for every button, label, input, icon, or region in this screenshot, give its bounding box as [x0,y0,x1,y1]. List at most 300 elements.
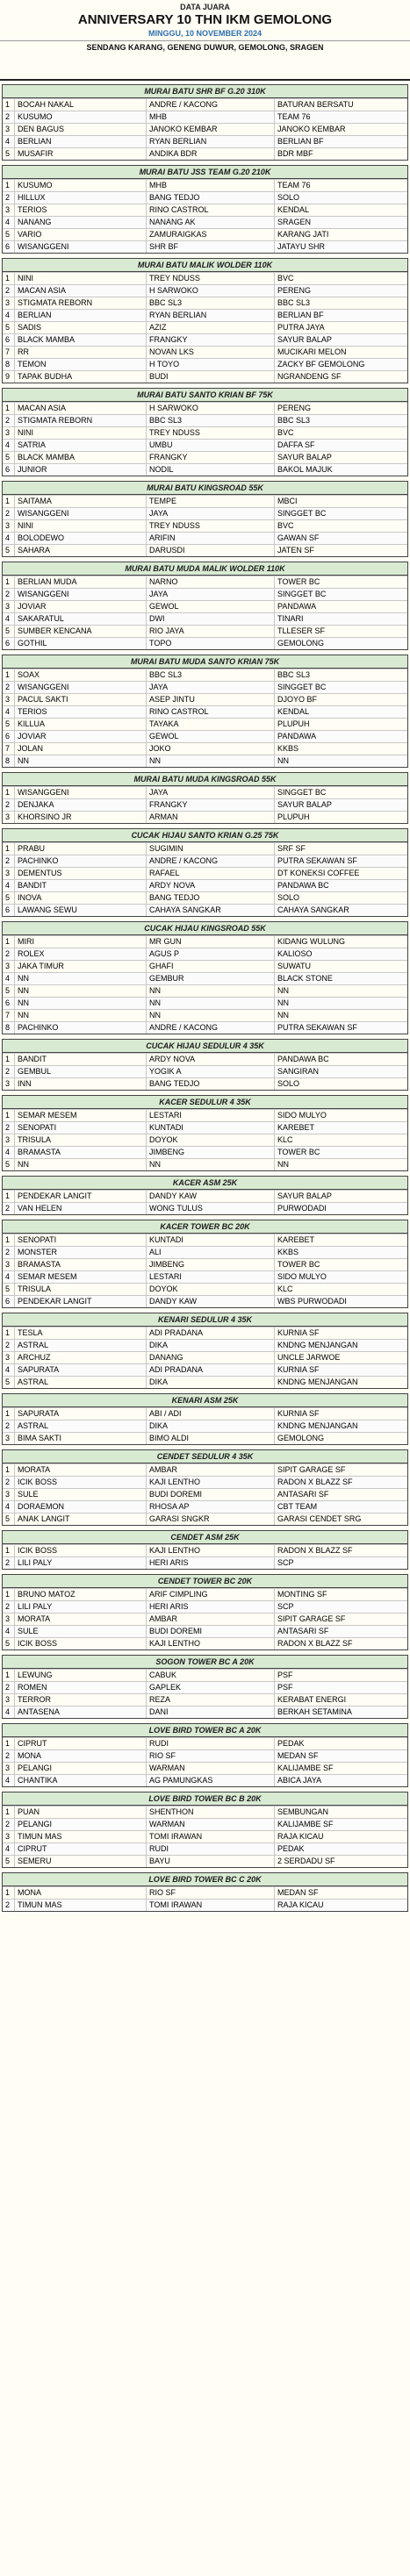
rank-cell: 3 [3,1078,15,1090]
owner-cell: ALI [147,1247,275,1258]
bird-name-cell: LEWUNG [15,1670,147,1681]
event-title: ANNIVERSARY 10 THN IKM GEMOLONG [77,12,333,27]
bird-name-cell: ANAK LANGIT [15,1513,147,1525]
bird-name-cell: NN [15,1159,147,1170]
rank-cell: 1 [3,180,15,191]
team-cell: TOWER BC [277,1260,320,1269]
winner-row [3,147,407,160]
owner-cell: DOYOK [147,1284,275,1295]
bird-name-cell: STIGMATA REBORN [15,415,147,426]
team-cell: CBT TEAM [277,1502,318,1511]
winner-row [3,669,407,681]
rank-cell: 3 [3,1614,15,1625]
owner-cell: ASEP JINTU [147,694,275,705]
owner-cell: BANG TEDJO [147,892,275,904]
bird-name-cell: ICIK BOSS [15,1545,147,1556]
bird-name-cell: NN [15,1010,147,1021]
team-cell: NGRANDENG SF [277,372,342,381]
team-cell: KKBS [277,744,299,753]
owner-cell: GHAFI [147,961,275,972]
team-cell: SOLO [277,893,300,902]
rank-cell: 1 [3,1589,15,1600]
rank-cell: 2 [3,415,15,426]
bird-name-cell: INN [15,1078,147,1090]
owner-cell: JIMBENG [147,1259,275,1270]
owner-cell: BANG TEDJO [147,192,275,204]
rank-cell: 1 [3,1327,15,1339]
winner-row [3,625,407,637]
team-cell: GEMOLONG [277,639,325,648]
rank-cell: 6 [3,241,15,253]
owner-cell: NANANG AK [147,217,275,228]
owner-cell: CAHAYA SANGKAR [147,905,275,916]
rank-cell: 1 [3,1464,15,1476]
owner-cell: KAJI LENTHO [147,1545,275,1556]
bird-name-cell: SENOPATI [15,1122,147,1134]
team-cell: MEDAN SF [277,1888,319,1897]
category-title: MURAI BATU JSS TEAM G.20 210K [3,166,407,179]
owner-cell: BIMO ALDI [147,1433,275,1444]
rank-cell: 4 [3,880,15,891]
team-cell: SIDO MULYO [277,1272,327,1281]
winner-row [3,495,407,507]
team-cell: BBC SL3 [277,416,311,425]
bird-name-cell: CHANTIKA [15,1775,147,1786]
winner-row [3,612,407,625]
bird-name-cell: PENDEKAR LANGIT [15,1296,147,1307]
bird-name-cell: DEMENTUS [15,868,147,879]
owner-cell: DIKA [147,1420,275,1432]
category-title: CENDET TOWER BC 20K [3,1575,407,1588]
rank-cell: 2 [3,1900,15,1911]
winner-row [3,637,407,649]
team-cell: KNDNG MENJANGAN [277,1377,358,1386]
bird-name-cell: NINI [15,427,147,439]
rank-cell: 6 [3,1296,15,1307]
bird-name-cell: NINI [15,273,147,284]
winner-row [3,439,407,451]
rank-cell: 2 [3,1682,15,1693]
owner-cell: AGUS P [147,948,275,960]
owner-cell: NN [147,998,275,1009]
bird-name-cell: JOVIAR [15,601,147,612]
team-cell: SRF SF [277,844,306,853]
team-cell: NN [277,1011,289,1020]
bird-name-cell: PELANGI [15,1819,147,1830]
team-cell: PEDAK [277,1844,305,1853]
owner-cell: ARIF CIMPLING [147,1589,275,1600]
rank-cell: 5 [3,229,15,240]
category-title: LOVE BIRD TOWER BC C 20K [3,1873,407,1886]
bird-name-cell: HILLUX [15,192,147,204]
winner-row [3,891,407,904]
bird-name-cell: SENOPATI [15,1234,147,1246]
rank-cell: 1 [3,1054,15,1065]
winner-row [3,1053,407,1065]
bird-name-cell: ICIK BOSS [15,1638,147,1649]
winner-row [3,742,407,755]
bird-name-cell: KILLUA [15,719,147,730]
rank-cell: 4 [3,533,15,544]
bird-name-cell: ASTRAL [15,1420,147,1432]
owner-cell: FRANGKY [147,799,275,811]
category-block [2,1872,408,1912]
winner-row [3,1488,407,1500]
rank-cell: 1 [3,1408,15,1420]
category-block [2,772,408,824]
bird-name-cell: TERIOS [15,706,147,718]
team-cell: MONTING SF [277,1590,327,1599]
category-block [2,1095,408,1171]
team-cell: TEAM 76 [277,181,311,190]
rank-cell: 1 [3,496,15,507]
rank-cell: 8 [3,755,15,767]
rank-cell: 1 [3,576,15,588]
category-block [2,1313,408,1389]
team-cell: KIDANG WULUNG [277,937,346,946]
team-cell: SAYUR BALAP [277,453,332,462]
winner-row [3,1500,407,1513]
rank-cell: 2 [3,1750,15,1762]
rank-cell: 6 [3,731,15,742]
bird-name-cell: INOVA [15,892,147,904]
bird-name-cell: WISANGGENI [15,682,147,693]
winner-row [3,1637,407,1649]
winner-row [3,519,407,532]
rank-cell: 2 [3,1066,15,1077]
team-cell: NN [277,998,289,1007]
owner-cell: DANDY KAW [147,1296,275,1307]
rank-cell: 7 [3,1010,15,1021]
category-title: MURAI BATU SHR BF G.20 310K [3,85,407,98]
category-block [2,921,408,1034]
category-title: MURAI BATU MALIK WOLDER 110K [3,259,407,272]
rank-cell: 5 [3,1638,15,1649]
category-block [2,1220,408,1308]
bird-name-cell: SUMBER KENCANA [15,626,147,637]
owner-cell: AMBAR [147,1614,275,1625]
winner-row [3,1774,407,1786]
rank-cell: 1 [3,1887,15,1899]
owner-cell: RINO CASTROL [147,706,275,718]
team-cell: ABICA JAYA [277,1776,322,1785]
winner-row [3,1158,407,1170]
bird-name-cell: SAITAMA [15,496,147,507]
owner-cell: JAYA [147,508,275,519]
owner-cell: SUGIMIN [147,843,275,855]
owner-cell: ANDRE / KACONG [147,855,275,867]
team-cell: SIPIT GARAGE SF [277,1465,346,1474]
owner-cell: LESTARI [147,1271,275,1283]
bird-name-cell: LILI PALY [15,1557,147,1569]
owner-cell: WONG TULUS [147,1203,275,1214]
winner-row [3,588,407,600]
team-cell: KNDNG MENJANGAN [277,1341,358,1349]
rank-cell: 3 [3,124,15,135]
winner-row [3,1818,407,1830]
winner-row [3,1021,407,1034]
winner-row [3,842,407,855]
category-title: CUCAK HIJAU SEDULUR 4 35K [3,1040,407,1053]
team-cell: NN [277,1160,289,1169]
rank-cell: 5 [3,452,15,463]
winner-row [3,1693,407,1706]
team-cell: PLUPUH [277,812,310,821]
winner-row [3,1351,407,1363]
team-cell: PUTRA JAYA [277,323,325,332]
winner-row [3,1613,407,1625]
rank-cell: 3 [3,601,15,612]
team-cell: ANTASARI SF [277,1627,329,1635]
winner-row [3,111,407,123]
bird-name-cell: JAKA TIMUR [15,961,147,972]
rank-cell: 1 [3,787,15,798]
owner-cell: MHB [147,180,275,191]
winner-row [3,1886,407,1899]
owner-cell: NN [147,985,275,997]
bird-name-cell: PENDEKAR LANGIT [15,1191,147,1202]
winner-row [3,960,407,972]
winner-row [3,1134,407,1146]
bird-name-cell: TRISULA [15,1284,147,1295]
owner-cell: DANI [147,1707,275,1718]
bird-name-cell: LILI PALY [15,1601,147,1613]
winner-row [3,984,407,997]
bird-name-cell: SULE [15,1626,147,1637]
rank-cell: 3 [3,1694,15,1706]
owner-cell: JIMBENG [147,1147,275,1158]
team-cell: KENDAL [277,205,310,214]
team-cell: BERLIAN BF [277,137,324,146]
team-cell: ZACKY BF GEMOLONG [277,360,365,369]
winner-row [3,297,407,309]
category-title: MURAI BATU MUDA SANTO KRIAN 75K [3,655,407,669]
owner-cell: H SARWOKO [147,285,275,297]
winner-row [3,705,407,718]
event-location: SENDANG KARANG, GENENG DUWUR, GEMOLONG, SRAGEN [0,40,410,52]
winner-row [3,240,407,253]
owner-cell: ARMAN [147,812,275,823]
team-cell: MUCIKARI MELON [277,347,347,356]
rank-cell: 7 [3,743,15,755]
bird-name-cell: BANDIT [15,1054,147,1065]
winner-row [3,1283,407,1295]
winner-row [3,204,407,216]
winner-row [3,1258,407,1270]
owner-cell: MHB [147,111,275,123]
rank-cell: 5 [3,626,15,637]
team-cell: JANOKO KEMBAR [277,125,346,133]
rank-cell: 3 [3,1134,15,1146]
category-block [2,481,408,557]
rank-cell: 6 [3,464,15,476]
team-cell: SINGGET BC [277,590,327,598]
team-cell: DT KONEKSI COFFEE [277,869,360,877]
bird-name-cell: KUSUMO [15,180,147,191]
bird-name-cell: NN [15,985,147,997]
owner-cell: KUNTADI [147,1122,275,1134]
winner-row [3,463,407,476]
winner-row [3,1190,407,1202]
team-cell: SAYUR BALAP [277,1191,332,1200]
category-block [2,165,408,254]
team-cell: SAYUR BALAP [277,335,332,344]
rank-cell: 2 [3,682,15,693]
team-cell: KALIJAMBE SF [277,1764,334,1772]
bird-name-cell: MORATA [15,1614,147,1625]
rank-cell: 2 [3,285,15,297]
team-cell: SEMBUNGAN [277,1807,329,1816]
rank-cell: 2 [3,1340,15,1351]
team-cell: BBC SL3 [277,298,311,307]
owner-cell: TAYAKA [147,719,275,730]
owner-cell: JANOKO KEMBAR [147,124,275,135]
owner-cell: TOMI IRAWAN [147,1900,275,1911]
owner-cell: KUNTADI [147,1234,275,1246]
winner-row [3,576,407,588]
category-title: MURAI BATU SANTO KRIAN BF 75K [3,389,407,402]
team-cell: BATURAN BERSATU [277,100,354,109]
winner-row [3,718,407,730]
rank-cell: 4 [3,973,15,984]
rank-cell: 2 [3,855,15,867]
rank-cell: 1 [3,273,15,284]
team-cell: BVC [277,428,294,437]
category-title: LOVE BIRD TOWER BC B 20K [3,1792,407,1806]
bird-name-cell: SEMAR MESEM [15,1110,147,1121]
team-cell: RAJA KICAU [277,1900,324,1909]
team-cell: ANTASARI SF [277,1490,329,1499]
winner-row [3,1600,407,1613]
rank-cell: 4 [3,310,15,321]
category-title: LOVE BIRD TOWER BC A 20K [3,1724,407,1737]
owner-cell: BUDI DOREMI [147,1626,275,1637]
bird-name-cell: CIPRUT [15,1738,147,1750]
winner-row [3,426,407,439]
rank-cell: 2 [3,1819,15,1830]
rank-cell: 2 [3,1247,15,1258]
owner-cell: BUDI [147,371,275,383]
bird-name-cell: BERLIAN [15,310,147,321]
rank-cell: 9 [3,371,15,383]
winner-row [3,1843,407,1855]
winner-row [3,1706,407,1718]
bird-name-cell: WISANGGENI [15,241,147,253]
winner-row [3,1065,407,1077]
bird-name-cell: PACHINKO [15,855,147,867]
winner-row [3,1121,407,1134]
rank-cell: 1 [3,1234,15,1246]
team-cell: MEDAN SF [277,1751,319,1760]
bird-name-cell: PELANGI [15,1763,147,1774]
winner-row [3,1681,407,1693]
rank-cell: 4 [3,1271,15,1283]
rank-cell: 5 [3,719,15,730]
rank-cell: 2 [3,799,15,811]
bird-name-cell: BRAMASTA [15,1259,147,1270]
owner-cell: BAYU [147,1856,275,1867]
category-title: CENDET ASM 25K [3,1531,407,1544]
winner-row [3,1376,407,1388]
team-cell: KURNIA SF [277,1365,320,1374]
bird-name-cell: SOAX [15,669,147,681]
team-cell: NN [277,756,289,765]
team-cell: SAYUR BALAP [277,800,332,809]
team-cell: PUTRA SEKAWAN SF [277,856,357,865]
team-cell: GEMOLONG [277,1434,325,1442]
bird-name-cell: ICIK BOSS [15,1477,147,1488]
rank-cell: 2 [3,1420,15,1432]
rank-cell: 4 [3,1707,15,1718]
category-title: KENARI ASM 25K [3,1394,407,1407]
rank-cell: 4 [3,613,15,625]
category-title: KACER ASM 25K [3,1177,407,1190]
rank-cell: 1 [3,936,15,948]
team-cell: PEDAK [277,1739,305,1748]
winner-row [3,1544,407,1556]
winner-row [3,321,407,333]
winner-row [3,1737,407,1750]
owner-cell: TOPO [147,638,275,649]
owner-cell: AMBAR [147,1464,275,1476]
bird-name-cell: SULE [15,1489,147,1500]
owner-cell: GEWOL [147,601,275,612]
category-title: MURAI BATU MUDA MALIK WOLDER 110K [3,562,407,576]
rank-cell: 1 [3,669,15,681]
bird-name-cell: SATRIA [15,440,147,451]
winner-row [3,98,407,111]
team-cell: CAHAYA SANGKAR [277,905,349,914]
winner-row [3,272,407,284]
rank-cell: 2 [3,508,15,519]
rank-cell: 4 [3,1147,15,1158]
bird-name-cell: MONA [15,1750,147,1762]
owner-cell: JOKO [147,743,275,755]
bird-name-cell: KHORSINO JR [15,812,147,823]
team-cell: BVC [277,521,294,530]
winner-row [3,1327,407,1339]
event-date: MINGGU, 10 NOVEMBER 2024 [147,29,263,38]
bird-name-cell: STIGMATA REBORN [15,297,147,309]
team-cell: KAREBET [277,1235,315,1244]
winner-row [3,358,407,370]
winner-row [3,1234,407,1246]
category-block [2,1792,408,1868]
owner-cell: KAJI LENTHO [147,1477,275,1488]
owner-cell: JAYA [147,589,275,600]
rank-cell: 1 [3,99,15,111]
rank-cell: 4 [3,1626,15,1637]
rank-cell: 3 [3,1489,15,1500]
rank-cell: 2 [3,948,15,960]
bird-name-cell: BRAMASTA [15,1147,147,1158]
winner-row [3,1513,407,1525]
bird-name-cell: VAN HELEN [15,1203,147,1214]
winner-row [3,935,407,948]
winner-row [3,904,407,916]
team-cell: PSF [277,1671,293,1679]
owner-cell: SHR BF [147,241,275,253]
owner-cell: ABI / ADI [147,1408,275,1420]
owner-cell: RUDI [147,1843,275,1855]
rank-cell: 5 [3,148,15,160]
team-cell: SUWATU [277,962,311,970]
rank-cell: 4 [3,1501,15,1513]
owner-cell: RHOSA AP [147,1501,275,1513]
winner-row [3,1588,407,1600]
rank-cell: 3 [3,204,15,216]
rank-cell: 1 [3,1738,15,1750]
